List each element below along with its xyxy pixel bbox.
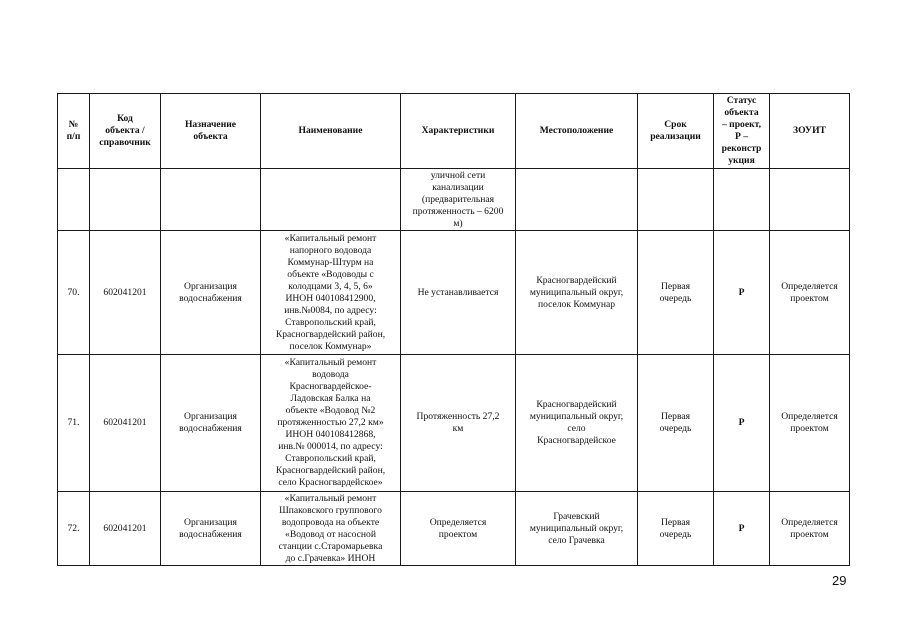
- table-row: [58, 492, 850, 566]
- cell-empty: [161, 169, 261, 231]
- cell-location: Красногвардейский муниципальный округ, село Красногвардейское: [516, 355, 638, 492]
- header-purpose: Назначение объекта: [161, 94, 261, 169]
- cell-zouit: Определяется проектом: [770, 492, 850, 566]
- cell-characteristics: Определяется проектом: [401, 492, 516, 566]
- header-name: Наименование: [261, 94, 401, 169]
- header-characteristics: Характеристики: [401, 94, 516, 169]
- cell-num: 70.: [58, 231, 90, 355]
- cell-name: «Капитальный ремонт напорного водовода Коммунар-Штурм на объекте «Водоводы с колодцами 3, 4, 5, 6» ИНОН 040108412900, инв.№0084, по адресу: Ставропольский край, Красногвардейский район, поселок Коммунар»: [261, 231, 401, 355]
- header-zouit: ЗОУИТ: [770, 94, 850, 169]
- cell-purpose: Организация водоснабжения: [161, 492, 261, 566]
- cell-purpose: Организация водоснабжения: [161, 355, 261, 492]
- header-location: Местоположение: [516, 94, 638, 169]
- cell-empty: [58, 169, 90, 231]
- cell-code: 602041201: [90, 355, 161, 492]
- cell-status: Р: [714, 492, 770, 566]
- cell-name: «Капитальный ремонт Шпаковского группового водопровода на объекте «Водовод от насосной станции с.Старомарьевка до с.Грачевка» ИНОН: [261, 492, 401, 566]
- cell-status: Р: [714, 231, 770, 355]
- cell-code: 602041201: [90, 231, 161, 355]
- cell-empty: [516, 169, 638, 231]
- cell-num: 72.: [58, 492, 90, 566]
- cell-location: Красногвардейский муниципальный округ, поселок Коммунар: [516, 231, 638, 355]
- table-header-row: [58, 94, 850, 169]
- cell-characteristics: Не устанавливается: [401, 231, 516, 355]
- header-code: Код объекта / справочник: [90, 94, 161, 169]
- cell-purpose: Организация водоснабжения: [161, 231, 261, 355]
- cell-zouit: Определяется проектом: [770, 355, 850, 492]
- cell-name: «Капитальный ремонт водовода Красногвардейское- Ладовская Балка на объекте «Водовод №2 протяженностью 27,2 км» ИНОН 040108412868, инв.№ 000014, по адресу: Ставропольский край, Красногвардейский район, село Красногвардейское»: [261, 355, 401, 492]
- page-number: 29: [832, 573, 847, 588]
- cell-empty: [638, 169, 714, 231]
- cell-code: 602041201: [90, 492, 161, 566]
- cell-characteristics: уличной сети канализации (предварительная протяженность – 6200 м): [401, 169, 516, 231]
- cell-location: Грачевский муниципальный округ, село Грачевка: [516, 492, 638, 566]
- cell-term: Первая очередь: [638, 492, 714, 566]
- cell-empty: [90, 169, 161, 231]
- cell-zouit: Определяется проектом: [770, 231, 850, 355]
- objects-table: [57, 93, 850, 566]
- header-status: Статус объекта – проект, Р – реконстр укция: [714, 94, 770, 169]
- table-row: [58, 231, 850, 355]
- header-term: Срок реализации: [638, 94, 714, 169]
- table-row: [58, 355, 850, 492]
- cell-term: Первая очередь: [638, 355, 714, 492]
- header-num: № п/п: [58, 94, 90, 169]
- cell-num: 71.: [58, 355, 90, 492]
- cell-empty: [770, 169, 850, 231]
- cell-term: Первая очередь: [638, 231, 714, 355]
- cell-status: Р: [714, 355, 770, 492]
- cell-empty: [261, 169, 401, 231]
- table-row-continuation: [58, 169, 850, 231]
- cell-empty: [714, 169, 770, 231]
- cell-characteristics: Протяженность 27,2 км: [401, 355, 516, 492]
